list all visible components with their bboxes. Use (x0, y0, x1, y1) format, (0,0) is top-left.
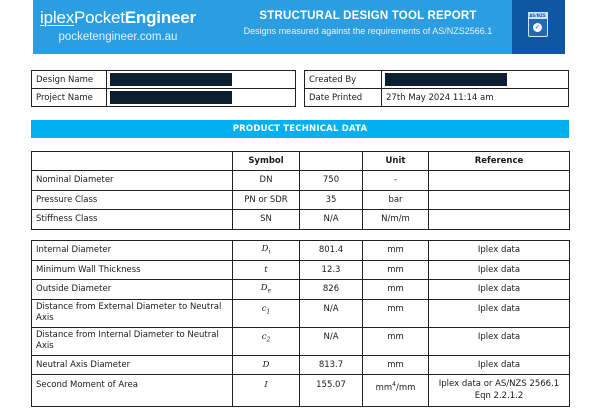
param-value: 826 (300, 280, 363, 300)
project-name-value (107, 89, 296, 107)
report-title: STRUCTURAL DESIGN TOOL REPORT (259, 10, 477, 22)
param-value: 801.4 (300, 241, 363, 261)
brand-logo (33, 8, 203, 43)
table-row (32, 171, 570, 191)
table-row (32, 190, 570, 210)
param-unit: N/m/m (363, 210, 429, 230)
param-reference: Iplex data (429, 260, 570, 280)
project-name-label: Project Name (32, 89, 107, 107)
symbol-subscript: 2 (266, 336, 271, 344)
param-value: 35 (300, 190, 363, 210)
param-name: Pressure Class (32, 190, 233, 210)
table-row (32, 241, 570, 261)
param-name: Minimum Wall Thickness (32, 260, 233, 280)
param-unit (363, 375, 429, 407)
param-name: Second Moment of Area (32, 375, 233, 407)
param-unit: mm (363, 260, 429, 280)
table-header-row (32, 152, 570, 171)
param-unit: bar (363, 190, 429, 210)
param-unit: mm (363, 280, 429, 300)
date-printed-label: Date Printed (305, 89, 382, 107)
report-meta-table (304, 70, 569, 107)
unit-superscript: 4 (392, 381, 396, 388)
table-row (32, 299, 570, 327)
date-printed-value: 27th May 2024 11:14 am (382, 89, 569, 107)
design-name-value (107, 71, 296, 89)
param-unit: - (363, 171, 429, 191)
param-unit: mm (363, 327, 429, 355)
param-reference (429, 171, 570, 191)
table-row (32, 280, 570, 300)
table-row (32, 355, 570, 375)
symbol-subscript: e (267, 288, 272, 296)
param-unit: mm (363, 299, 429, 327)
param-name: Distance from External Diameter to Neutral Axis (32, 299, 233, 327)
product-dimensions-table (31, 240, 570, 407)
param-value: N/A (300, 210, 363, 230)
col-header-reference: Reference (429, 152, 570, 171)
brand-name (33, 8, 203, 28)
col-header-unit: Unit (363, 152, 429, 171)
param-value: N/A (300, 327, 363, 355)
param-symbol: PN or SDR (233, 190, 300, 210)
param-value: 155.07 (300, 375, 363, 407)
param-symbol (233, 280, 300, 300)
report-subtitle: Designs measured against the requirements of AS/NZS2566.1 (243, 26, 493, 36)
param-value: 12.3 (300, 260, 363, 280)
symbol-base: D (260, 283, 268, 294)
product-class-table (31, 151, 570, 230)
unit-base: mm (375, 382, 393, 393)
created-by-label: Created By (305, 71, 382, 89)
brand-engineer: Engineer (124, 8, 196, 27)
symbol-base: D (261, 244, 269, 255)
param-reference: Iplex data (429, 241, 570, 261)
param-symbol (233, 299, 300, 327)
param-unit: mm (363, 355, 429, 375)
param-name: Stiffness Class (32, 210, 233, 230)
redacted-block (110, 91, 232, 104)
redacted-block (110, 73, 232, 86)
param-reference: Iplex data (429, 355, 570, 375)
param-name: Outside Diameter (32, 280, 233, 300)
table-row (32, 210, 570, 230)
info-row (305, 89, 569, 107)
param-value: 813.7 (300, 355, 363, 375)
col-header-symbol: Symbol (233, 152, 300, 171)
redacted-block (385, 73, 507, 86)
param-name: Neutral Axis Diameter (32, 355, 233, 375)
param-symbol (233, 355, 300, 375)
design-info-table (31, 70, 296, 107)
info-row (305, 71, 569, 89)
param-name: Internal Diameter (32, 241, 233, 261)
brand-pocket: Pocket (74, 8, 125, 27)
param-name: Nominal Diameter (32, 171, 233, 191)
param-reference (429, 190, 570, 210)
symbol-subscript: i (268, 249, 271, 257)
param-symbol (233, 260, 300, 280)
param-symbol: SN (233, 210, 300, 230)
param-value: N/A (300, 299, 363, 327)
param-unit: mm (363, 241, 429, 261)
brand-url[interactable]: pocketengineer.com.au (58, 31, 178, 43)
symbol-subscript: 1 (266, 308, 271, 316)
param-reference: Iplex data (429, 280, 570, 300)
param-symbol (233, 327, 300, 355)
param-name: Distance from Internal Diameter to Neutral Axis (32, 327, 233, 355)
standards-badge-block (512, 0, 565, 54)
param-reference: Iplex data (429, 299, 570, 327)
info-row (32, 89, 296, 107)
table-row (32, 375, 570, 407)
param-symbol (233, 375, 300, 407)
param-value: 750 (300, 171, 363, 191)
param-symbol (233, 241, 300, 261)
param-reference: Iplex data (429, 327, 570, 355)
table-row (32, 327, 570, 355)
brand-iplex: iplex (40, 8, 75, 27)
badge-label: AS/NZS (529, 13, 546, 18)
unit-tail: /mm (395, 382, 416, 393)
param-symbol: DN (233, 171, 300, 191)
param-reference: Iplex data or AS/NZS 2566.1 Eqn 2.2.1.2 (429, 375, 570, 407)
check-circle-icon: ✓ (534, 23, 541, 31)
info-row (32, 71, 296, 89)
table-row (32, 260, 570, 280)
created-by-value (382, 71, 569, 89)
report-header-banner (33, 0, 565, 54)
symbol-base: t (264, 264, 268, 275)
symbol-base: I (264, 380, 268, 390)
design-name-label: Design Name (32, 71, 107, 89)
symbol-base: D (262, 359, 270, 370)
section-title-product-technical-data: PRODUCT TECHNICAL DATA (31, 120, 569, 138)
standards-badge-icon (528, 12, 548, 37)
param-reference (429, 210, 570, 230)
col-header-parameter (32, 152, 233, 171)
col-header-value (300, 152, 363, 171)
symbol-base: c (261, 303, 267, 314)
symbol-base: c (261, 331, 267, 342)
report-heading (223, 10, 513, 36)
